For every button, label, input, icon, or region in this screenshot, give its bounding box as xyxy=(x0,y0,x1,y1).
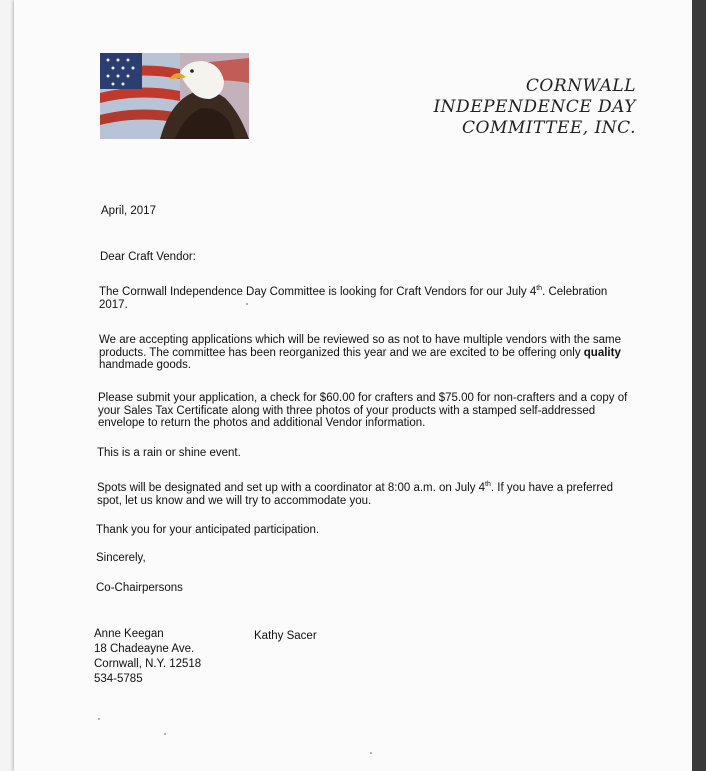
organization-title xyxy=(433,76,636,139)
signer-1-name: Anne Keegan xyxy=(94,628,164,640)
p5-line1b: . If you have a preferred xyxy=(490,482,613,494)
paragraph-1 xyxy=(99,286,607,311)
scan-edge-left xyxy=(0,0,14,771)
p1-line1a: The Cornwall Independence Day Committee is looking for Craft Vendors for our July 4 xyxy=(99,286,537,298)
p2-line3: handmade goods. xyxy=(99,359,192,371)
p2-line2a: products. The committee has been reorganized this year and we are excited to be offering only xyxy=(99,346,584,359)
paragraph-3 xyxy=(98,392,627,430)
p5-sup: th xyxy=(485,481,491,489)
signer-1-city: Cornwall, N.Y. 12518 xyxy=(94,658,202,670)
signer-2-name: Kathy Sacer xyxy=(254,630,317,642)
p5-line1a: Spots will be designated and set up with a coordinator at 8:00 a.m. on July 4 xyxy=(97,482,486,494)
letter-date: April, 2017 xyxy=(101,205,156,217)
paragraph-5 xyxy=(97,482,613,507)
p3-line2: your Sales Tax Certificate along with three photos of your products with a stamped self-addressed xyxy=(98,404,596,417)
p1-line1b: . Celebration xyxy=(542,286,608,298)
p1-line2: 2017. xyxy=(99,298,128,311)
p3-line3: envelope to return the photos and additional Vendor information. xyxy=(98,417,426,429)
scan-speck xyxy=(98,718,100,720)
org-line-3: COMMITTEE, INC. xyxy=(462,118,636,138)
p2-quality: quality xyxy=(583,346,621,359)
eagle-flag-icon xyxy=(100,53,249,139)
paragraph-2 xyxy=(99,334,621,372)
p1-sup: th xyxy=(536,285,543,293)
org-line-2: INDEPENDENCE DAY xyxy=(433,97,636,117)
signers-title: Co-Chairpersons xyxy=(96,582,183,594)
p3-line1: Please submit your application, a check for $60.00 for crafters and $75.00 for non-crafters and a copy of xyxy=(98,392,628,404)
paragraph-6: Thank you for your anticipated participation. xyxy=(96,524,320,536)
paragraph-4: This is a rain or shine event. xyxy=(97,447,241,459)
letter-page xyxy=(14,0,692,771)
salutation: Dear Craft Vendor: xyxy=(100,251,196,263)
signer-1-phone: 534-5785 xyxy=(94,673,143,685)
scan-edge-right xyxy=(692,0,706,771)
scan-speck xyxy=(370,752,372,754)
p5-line2: spot, let us know and we will try to accommodate you. xyxy=(97,494,372,507)
signer-1-block xyxy=(94,627,201,687)
p2-line1: We are accepting applications which will be reviewed so as not to have multiple vendors with the same xyxy=(99,334,622,346)
scan-speck xyxy=(246,303,248,305)
closing: Sincerely, xyxy=(96,552,146,564)
org-line-1: CORNWALL xyxy=(525,76,636,96)
signer-1-street: 18 Chadeayne Ave. xyxy=(94,643,195,655)
scan-speck xyxy=(164,733,166,735)
